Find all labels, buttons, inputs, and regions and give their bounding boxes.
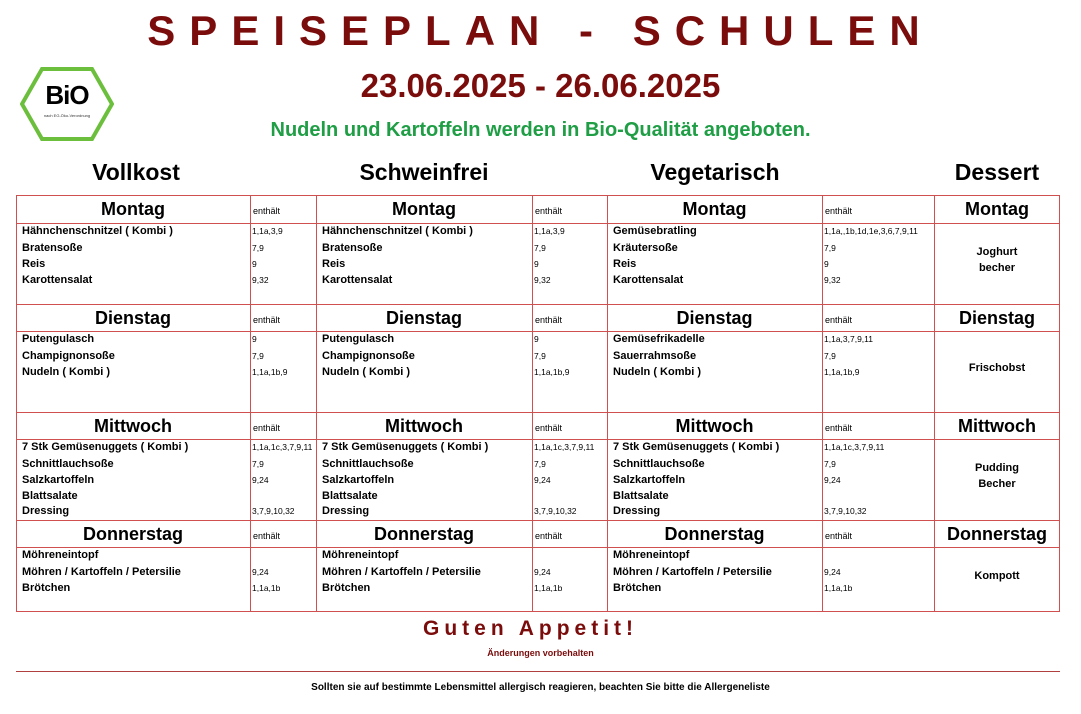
menu-item: Dressing (22, 505, 70, 517)
menu-item: Karottensalat (22, 274, 93, 286)
menu-item: Putengulasch (322, 333, 395, 345)
contains-label: enthält (253, 315, 281, 325)
contains-label: enthält (253, 531, 281, 541)
contains-label: enthält (825, 423, 853, 433)
contains-label: enthält (535, 206, 563, 216)
menu-item: Gemüsefrikadelle (613, 333, 705, 345)
allergen-codes: 7,9 (824, 459, 836, 469)
footer-divider (16, 671, 1060, 672)
table-hline (16, 331, 1060, 332)
contains-label: enthält (535, 423, 563, 433)
dessert-day-heading: Donnerstag (946, 524, 1047, 544)
menu-item: Dressing (613, 505, 661, 517)
allergen-codes: 1,1a,1c,3,7,9,11 (824, 442, 885, 452)
bio-logo (20, 66, 114, 142)
allergen-codes: 9,24 (824, 567, 841, 577)
day-heading: Donnerstag (373, 524, 474, 544)
allergen-codes: 7,9 (252, 243, 264, 253)
table-hline (16, 611, 1060, 612)
day-heading: Dienstag (385, 308, 463, 328)
day-heading: Mittwoch (94, 416, 172, 436)
menu-item: Brötchen (613, 582, 662, 594)
menu-item: Salzkartoffeln (613, 474, 686, 486)
menu-table (16, 195, 1060, 612)
contains-label: enthält (535, 315, 563, 325)
menu-item: Brötchen (322, 582, 371, 594)
allergen-codes: 9,32 (824, 275, 841, 285)
table-hline (16, 547, 1060, 548)
day-heading: Montag (101, 199, 165, 219)
allergen-codes: 1,1a,1b (534, 583, 563, 593)
dessert-item: Kompott (974, 570, 1020, 582)
contains-label: enthält (825, 206, 853, 216)
allergen-codes: 1,1a,1b (824, 583, 853, 593)
allergen-codes: 9 (824, 259, 829, 269)
menu-item: Reis (613, 258, 637, 270)
table-vline (532, 195, 533, 612)
day-heading: Mittwoch (675, 416, 754, 436)
menu-item: Hähnchenschnitzel ( Kombi ) (322, 225, 473, 237)
allergen-codes: 7,9 (824, 243, 836, 253)
allergen-codes: 1,1a,1c,3,7,9,11 (534, 442, 595, 452)
menu-item: 7 Stk Gemüsenuggets ( Kombi ) (322, 441, 489, 453)
allergen-codes: 9,24 (824, 475, 841, 485)
allergen-codes: 3,7,9,10,32 (824, 506, 867, 516)
table-vline (607, 195, 608, 612)
day-heading: Montag (682, 199, 747, 219)
allergen-codes: 7,9 (534, 459, 546, 469)
menu-item: Möhren / Kartoffeln / Petersilie (613, 566, 772, 578)
menu-item: Karottensalat (322, 274, 393, 286)
allergen-codes: 1,1a,1b,9 (252, 367, 288, 377)
table-vline (316, 195, 317, 612)
changes-note: Änderungen vorbehalten (487, 648, 594, 658)
table-hline (16, 412, 1060, 413)
menu-item: Möhreneintopf (613, 549, 690, 561)
column-header-vegetarisch: Vegetarisch (650, 159, 780, 185)
column-header-schweinfrei: Schweinfrei (359, 159, 489, 185)
menu-item: Nudeln ( Kombi ) (613, 366, 701, 378)
contains-label: enthält (253, 423, 281, 433)
allergen-codes: 1,1a,3,9 (252, 226, 283, 236)
menu-item: Bratensoße (322, 242, 383, 254)
day-heading: Mittwoch (385, 416, 463, 436)
menu-item: Schnittlauchsoße (613, 458, 705, 470)
dessert-item: Pudding (975, 462, 1019, 474)
menu-item: Möhren / Kartoffeln / Petersilie (322, 566, 481, 578)
table-vline (250, 195, 251, 612)
day-heading: Donnerstag (82, 524, 183, 544)
table-hline (16, 195, 1060, 196)
column-header-dessert: Dessert (954, 159, 1040, 185)
allergen-codes: 9,24 (534, 475, 551, 485)
menu-item: Brötchen (22, 582, 71, 594)
menu-item: Blattsalate (22, 490, 78, 502)
contains-label: enthält (535, 531, 563, 541)
table-vline (16, 195, 17, 612)
allergen-codes: 9,24 (252, 567, 269, 577)
dessert-day-heading: Montag (965, 199, 1029, 219)
menu-item: Nudeln ( Kombi ) (22, 366, 110, 378)
allergen-codes: 1,1a,1b,9 (534, 367, 570, 377)
menu-item: Schnittlauchsoße (322, 458, 414, 470)
menu-item: 7 Stk Gemüsenuggets ( Kombi ) (22, 441, 189, 453)
allergen-codes: 9,32 (252, 275, 269, 285)
column-header-vollkost: Vollkost (92, 159, 180, 185)
dessert-item: becher (978, 262, 1016, 274)
menu-item: Salzkartoffeln (22, 474, 95, 486)
menu-item: Putengulasch (22, 333, 95, 345)
allergen-codes: 1,1a,1b,9 (824, 367, 860, 377)
menu-item: Blattsalate (613, 490, 669, 502)
menu-item: Kräutersoße (613, 242, 678, 254)
contains-label: enthält (825, 531, 853, 541)
dessert-day-heading: Dienstag (958, 308, 1036, 328)
bio-logo-text: BiO (45, 80, 89, 110)
allergen-codes: 7,9 (534, 243, 546, 253)
menu-item: Möhreneintopf (322, 549, 399, 561)
contains-label: enthält (825, 315, 853, 325)
menu-item: Champignonsoße (322, 350, 415, 362)
menu-item: Sauerrahmsoße (613, 350, 697, 362)
allergen-codes: 9 (252, 259, 257, 269)
allergen-codes: 9,24 (534, 567, 551, 577)
table-hline (16, 304, 1060, 305)
bio-logo-subtext: nach EG-Öko-Verordnung (43, 113, 91, 118)
menu-item: Champignonsoße (22, 350, 115, 362)
date-range: 23.06.2025 - 26.06.2025 (360, 67, 721, 104)
allergen-codes: 1,1a,1b (252, 583, 281, 593)
dessert-item: Joghurt (976, 246, 1018, 258)
allergen-codes: 3,7,9,10,32 (534, 506, 577, 516)
day-heading: Donnerstag (664, 524, 765, 544)
day-heading: Dienstag (94, 308, 172, 328)
menu-item: Dressing (322, 505, 370, 517)
bio-note: Nudeln und Kartoffeln werden in Bio-Qualität angeboten. (270, 119, 811, 141)
footer-allergy-note: Sollten sie auf bestimmte Lebensmittel allergisch reagieren, beachten Sie bitte die Allergeneliste (311, 682, 770, 693)
allergen-codes: 7,9 (824, 351, 836, 361)
dessert-item: Frischobst (968, 362, 1026, 374)
allergen-codes: 9,32 (534, 275, 551, 285)
allergen-codes: 1,1a,3,7,9,11 (824, 334, 873, 344)
menu-item: Reis (22, 258, 46, 270)
menu-item: Hähnchenschnitzel ( Kombi ) (22, 225, 173, 237)
page-title: SPEISEPLAN - SCHULEN (147, 7, 934, 54)
table-vline (822, 195, 823, 612)
contains-label: enthält (253, 206, 281, 216)
menu-item: Schnittlauchsoße (22, 458, 114, 470)
allergen-codes: 3,7,9,10,32 (252, 506, 295, 516)
menu-item: 7 Stk Gemüsenuggets ( Kombi ) (613, 441, 780, 453)
menu-item: Karottensalat (613, 274, 684, 286)
menu-item: Salzkartoffeln (322, 474, 395, 486)
day-heading: Montag (392, 199, 456, 219)
allergen-codes: 7,9 (534, 351, 546, 361)
table-hline (16, 520, 1060, 521)
allergen-codes: 1,1a,3,9 (534, 226, 565, 236)
allergen-codes: 9 (252, 334, 257, 344)
dessert-item: Becher (978, 478, 1016, 490)
menu-item: Bratensoße (22, 242, 83, 254)
allergen-codes: 1,1a,,1b,1d,1e,3,6,7,9,11 (824, 226, 918, 236)
menu-item: Reis (322, 258, 346, 270)
menu-item: Nudeln ( Kombi ) (322, 366, 410, 378)
allergen-codes: 9,24 (252, 475, 269, 485)
allergen-codes: 7,9 (252, 351, 264, 361)
menu-item: Gemüsebratling (613, 225, 697, 237)
menu-item: Möhreneintopf (22, 549, 99, 561)
allergen-codes: 1,1a,1c,3,7,9,11 (252, 442, 313, 452)
day-heading: Dienstag (676, 308, 753, 328)
menu-item: Möhren / Kartoffeln / Petersilie (22, 566, 181, 578)
allergen-codes: 7,9 (252, 459, 264, 469)
dessert-day-heading: Mittwoch (958, 416, 1036, 436)
closing-greeting: Guten Appetit! (422, 617, 639, 640)
allergen-codes: 9 (534, 259, 539, 269)
menu-item: Blattsalate (322, 490, 378, 502)
allergen-codes: 9 (534, 334, 539, 344)
